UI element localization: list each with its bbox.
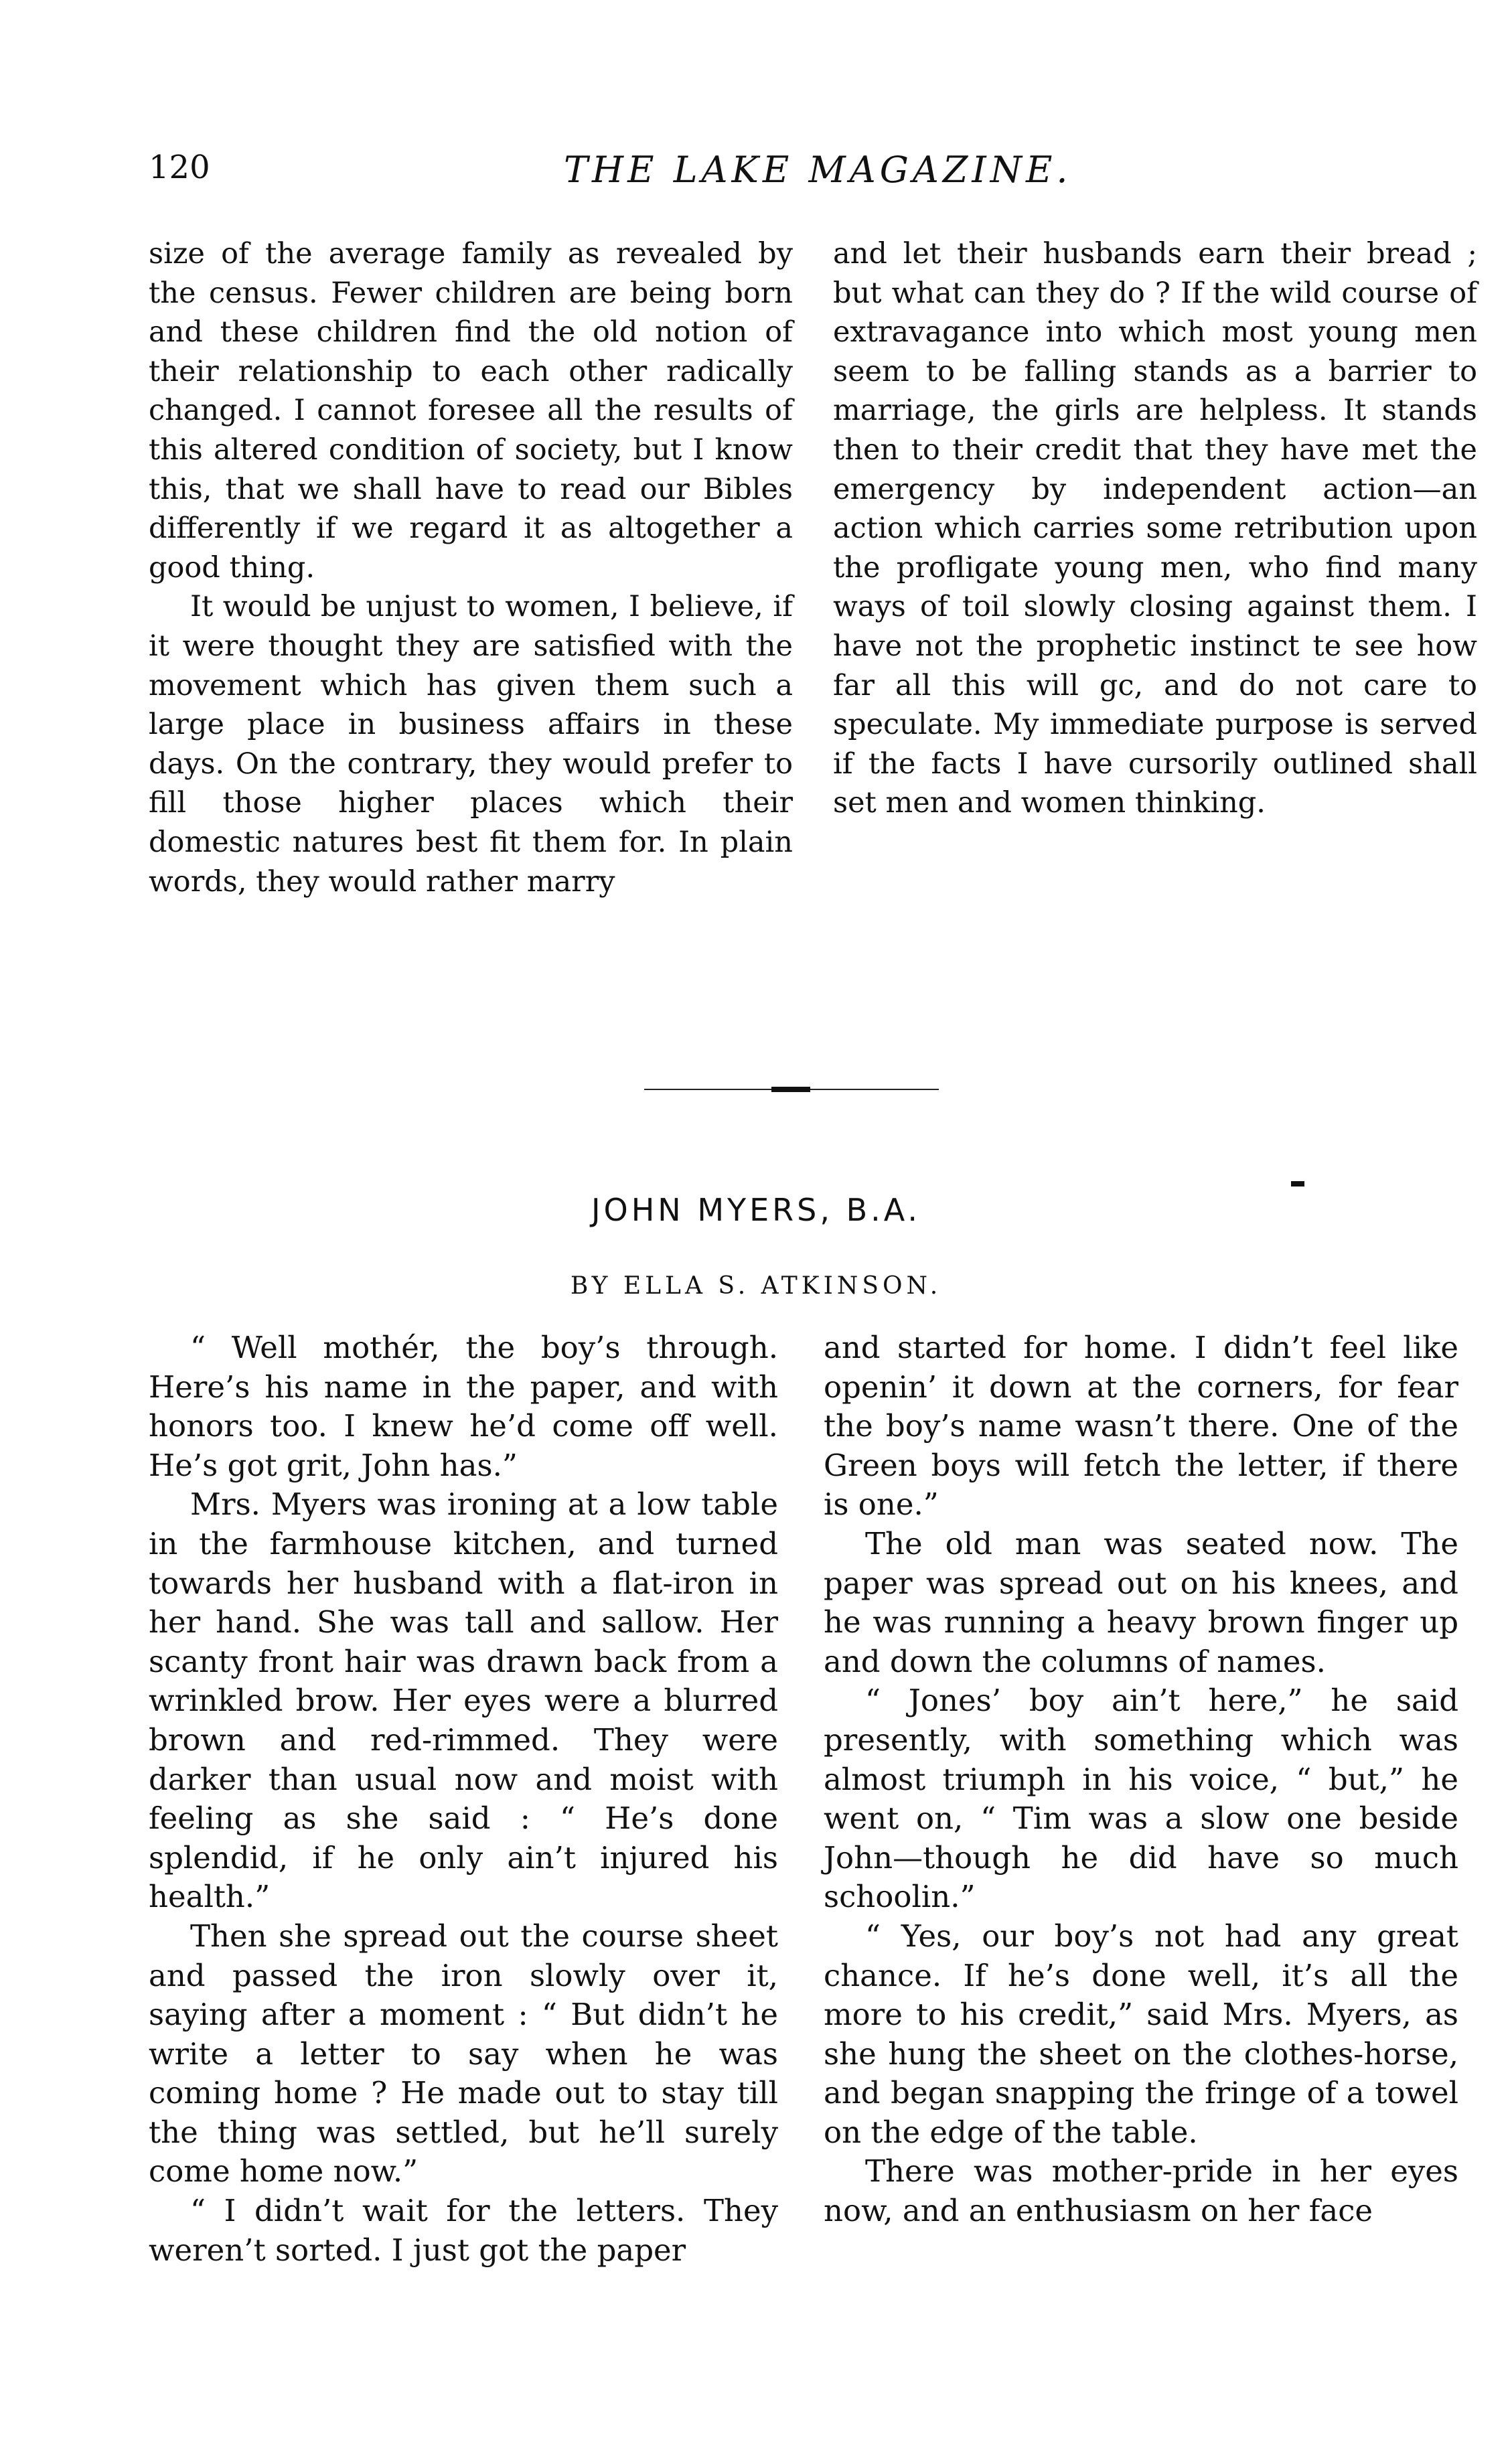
article-paragraph: Mrs. Myers was ironing at a low table in the farmhouse kitchen, and turned towards her husband with a flat-iron in her hand. She was tall and sallow. Her scanty front hair was drawn back from a wrinkled brow. Her eyes were a blurred brown and red-rimmed. They were darker than usual now and moist with feeling as she said : “ He’s done splendid, if he only ain’t injured his health.” xyxy=(149,1486,778,1915)
article-paragraph: “ Well mothér, the boy’s through. Here’s his name in the paper, and with honors too. I knew he’d come off well. He’s got grit, John has.” xyxy=(149,1330,778,1483)
essay-paragraph: and let their husbands earn their bread ; but what can they do ? If the wild course of extravagance into which most young men seem to be falling stands as a barrier to marriage, the girls are helpless. It stands then to their credit that they have met the emergency by independent action—an action which carries some retribution upon the profligate young men, who find many ways of toil slowly closing against them. I have not the prophetic instinct te see how far all this will gc, and do not care to speculate. My immediate purpose is served if the facts I have cursorily outlined shall set men and women thinking. xyxy=(833,237,1477,820)
article-paragraph: Then she spread out the course sheet and passed the iron slowly over it, saying after a moment : “ But didn’t he write a letter to say when he was coming home ? He made out to stay till the thing was settled, but he’ll surely come home now.” xyxy=(149,1918,778,2190)
article-paragraph: There was mother-pride in her eyes now, and an enthusiasm on her face xyxy=(824,2153,1458,2229)
essay-paragraph: It would be unjust to women, I believe, if it were thought they are satisfied with the movement which has given them such a large place in business affairs in these days. On the contrary, they would prefer to fill those higher places which their domestic natures best fit them for. In plain words, they would rather marry xyxy=(149,590,793,899)
article-paragraph: “ I didn’t wait for the letters. They weren’t sorted. I just got the paper xyxy=(149,2193,778,2268)
page-number: 120 xyxy=(149,149,210,186)
article-paragraph: “ Yes, our boy’s not had any great chance. If he’s done well, it’s all the more to his credit,” said Mrs. Myers, as she hung the sheet on the clothes-horse, and began snapping the fringe of a towel on the edge of the table. xyxy=(824,1918,1458,2150)
article-title: JOHN MYERS, B.A. xyxy=(591,1192,921,1228)
running-title: THE LAKE MAGAZINE. xyxy=(564,149,1072,191)
article-left-column xyxy=(149,1328,778,2270)
article-right-column xyxy=(824,1328,1458,2231)
article-paragraph: “ Jones’ boy ain’t here,” he said presently, with something which was almost triumph in his voice, “ but,” he went on, “ Tim was a slow one beside John—though he did have so much schoolin.” xyxy=(824,1683,1458,1915)
ink-mark xyxy=(1291,1181,1304,1186)
section-divider xyxy=(644,1085,939,1093)
article-paragraph: and started for home. I didn’t feel like openin’ it down at the corners, for fear the boy’s name wasn’t there. One of the Green boys will fetch the letter, if there is one.” xyxy=(824,1330,1458,1523)
article-byline: BY ELLA S. ATKINSON. xyxy=(570,1272,942,1300)
article-paragraph: The old man was seated now. The paper was spread out on his knees, and he was running a heavy brown finger up and down the columns of names. xyxy=(824,1525,1458,1679)
essay-paragraph: size of the average family as revealed by the census. Fewer children are being born and these children find the old notion of their relationship to each other radically changed. I cannot foresee all the results of this altered condition of society, but I know this, that we shall have to read our Bibles differently if we regard it as altogether a good thing. xyxy=(149,237,793,585)
essay-left-column xyxy=(149,234,793,901)
page-header xyxy=(149,149,1408,202)
essay-right-column xyxy=(833,234,1477,823)
